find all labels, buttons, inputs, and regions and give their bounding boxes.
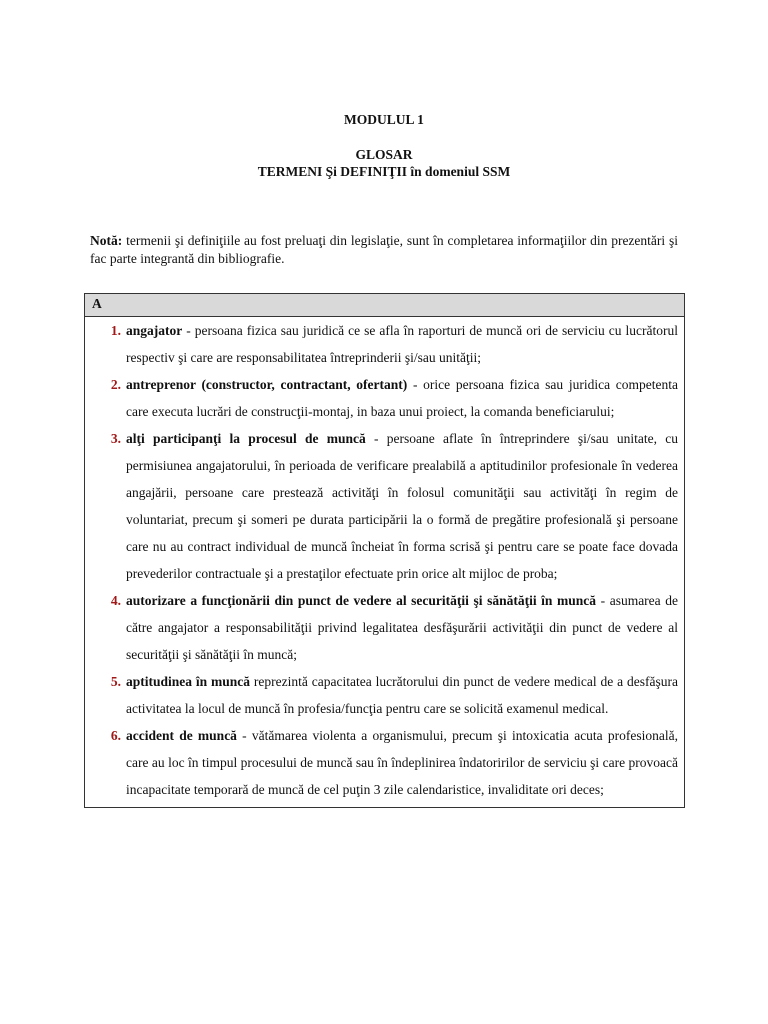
item-definition: - persoane aflate în întreprindere şi/sau unitate, cu permisiunea angajatorului, în perioada de verificare prealabilă a aptitudinilor profesionale în vederea angajării, persoane care prestează activităţi în folosul comunităţii sau activităţi în regim de voluntariat, precum şi someri pe durata participării la o formă de pregătire profesională şi persoane care nu au contract individual de muncă încheiat în forma scrisă şi pentru care se poate face dovada prevederilor contractuale şi a prestaţilor efectuate prin orice alt mijloc de proba;	[126, 431, 678, 581]
glossary-subtitle: TERMENI Şi DEFINIŢII în domeniul SSM	[257, 164, 511, 179]
item-number: 4.	[110, 593, 121, 608]
glossary-item	[85, 425, 678, 587]
section-letter-header: A	[85, 294, 684, 317]
item-term: alţi participanţi la procesul de muncă	[126, 431, 366, 446]
item-number: 1.	[110, 323, 121, 338]
glossary-item	[85, 722, 678, 803]
item-term: antreprenor (constructor, contractant, ofertant)	[126, 377, 408, 392]
item-number: 2.	[110, 377, 121, 392]
note-label: Notă:	[90, 232, 123, 248]
item-number: 3.	[110, 431, 121, 446]
item-number: 6.	[110, 728, 121, 743]
item-term: angajator	[126, 323, 183, 338]
glossary-item	[85, 371, 678, 425]
module-title: MODULUL 1	[344, 112, 424, 127]
item-definition: - vătămarea violenta a organismului, precum şi intoxicatia acuta profesională, care au loc în timpul procesului de muncă sau în îndeplinirea îndatoririlor de serviciu şi care provoacă incapacitate temporară de muncă de cel puţin 3 zile calendaristice, invaliditate ori deces;	[126, 728, 678, 797]
note-paragraph	[90, 232, 678, 268]
item-definition: - orice persoana fizica sau juridica competenta care executa lucrări de construcţii-montaj, in baza unui proiect, la comanda beneficiarului;	[126, 377, 679, 419]
item-definition: - asumarea de către angajator a responsabilităţii privind legalitatea desfăşurării activităţii din punct de vedere al securităţii şi sănătăţii în muncă;	[126, 593, 678, 662]
item-term: aptitudinea în muncă	[126, 674, 251, 689]
item-definition: - persoana fizica sau juridică ce se afla în raporturi de muncă ori de serviciu cu lucrătorul respectiv şi care are responsabilitatea întreprinderii şi/sau unităţii;	[126, 323, 678, 365]
item-term: autorizare a funcţionării din punct de vedere al securităţii şi sănătăţii în muncă	[126, 593, 597, 608]
item-definition: reprezintă capacitatea lucrătorului din punct de vedere medical de a desfăşura activitatea la locul de muncă în profesia/funcţia pentru care se solicită examenul medical.	[126, 674, 679, 716]
note-text: termenii şi definiţiile au fost preluaţi din legislaţie, sunt în completarea informaţiilor din prezentări şi fac parte integrantă din bibliografie.	[90, 232, 678, 266]
item-term: accident de muncă	[126, 728, 237, 743]
glossary-title: GLOSAR	[355, 147, 413, 162]
glossary-item	[85, 668, 678, 722]
glossary-list	[85, 317, 684, 807]
glossary-table	[84, 293, 685, 808]
glossary-item	[85, 317, 678, 371]
glossary-item	[85, 587, 678, 668]
item-number: 5.	[110, 674, 121, 689]
